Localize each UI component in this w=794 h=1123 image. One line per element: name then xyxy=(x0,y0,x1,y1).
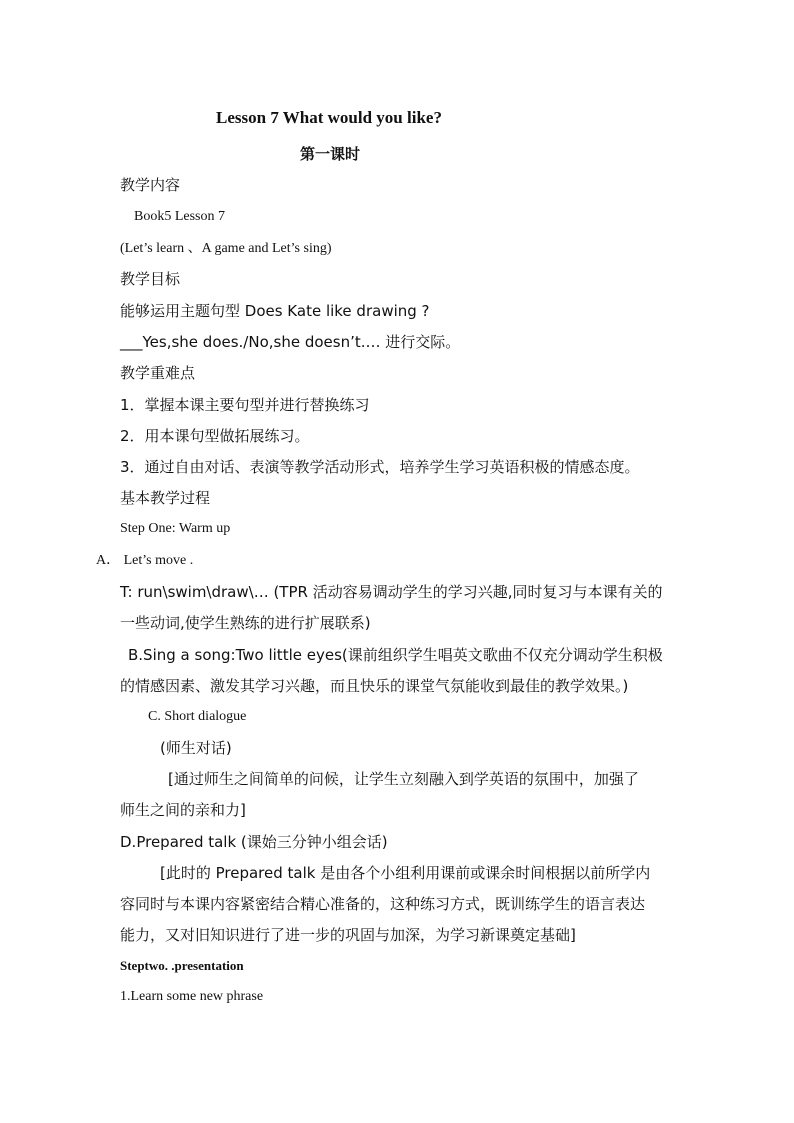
text-key-point-2: 2．用本课句型做拓展练习。 xyxy=(120,427,310,445)
text-dialogue-purpose-1: [通过师生之间简单的问候，让学生立刻融入到学英语的氛围中，加强了 xyxy=(168,770,639,788)
text-prepared-talk: D.Prepared talk (课始三分钟小组会话) xyxy=(120,833,388,851)
heading-teaching-goals: 教学目标 xyxy=(120,270,181,288)
text-goal-sentence: 能够运用主题句型 Does Kate like drawing ? xyxy=(120,302,430,320)
text-step-one: Step One: Warm up xyxy=(120,521,231,536)
text-prepared-talk-desc-2: 容同时与本课内容紧密结合精心准备的，这种练习方式，既训练学生的语言表达 xyxy=(120,895,646,913)
lesson-title: Lesson 7 What would you like? xyxy=(216,108,442,127)
text-prepared-talk-desc-1: [此时的 Prepared talk 是由各个小组利用课前或课余时间根据以前所学内 xyxy=(160,864,651,882)
lesson-subtitle: 第一课时 xyxy=(300,145,361,163)
text-learn-phrase: 1.Learn some new phrase xyxy=(120,989,264,1004)
text-dialogue-purpose-2: 师生之间的亲和力] xyxy=(120,801,246,819)
text-sing-line-2: 的情感因素、激发其学习兴趣，而且快乐的课堂气氛能收到最佳的教学效果。) xyxy=(120,677,629,695)
text-step-a: A． Let’s move . xyxy=(96,553,194,568)
text-book-lesson: Book5 Lesson 7 xyxy=(134,209,225,224)
heading-step-two: Steptwo. .presentation xyxy=(120,958,244,973)
text-goal-answer: ___Yes,she does./No,she doesn’t.… 进行交际。 xyxy=(120,333,461,351)
heading-teaching-process: 基本教学过程 xyxy=(120,489,211,507)
text-lesson-parts: (Let’s learn 、A game and Let’s sing) xyxy=(120,241,332,256)
text-teacher-student-dialogue: (师生对话) xyxy=(160,739,232,757)
heading-teaching-content: 教学内容 xyxy=(120,176,181,194)
text-key-point-1: 1．掌握本课主要句型并进行替换练习 xyxy=(120,396,370,414)
text-tpr-line-1: T: run\swim\draw\… (TPR 活动容易调动学生的学习兴趣,同时复习与本课有关的 xyxy=(120,583,663,601)
text-key-point-3: 3．通过自由对话、表演等教学活动形式，培养学生学习英语积极的情感态度。 xyxy=(120,458,640,476)
heading-key-points: 教学重难点 xyxy=(120,364,196,382)
text-short-dialogue: C. Short dialogue xyxy=(148,709,247,724)
text-tpr-line-2: 一些动词,使学生熟练的进行扩展联系) xyxy=(120,614,371,632)
text-prepared-talk-desc-3: 能力，又对旧知识进行了进一步的巩固与加深，为学习新课奠定基础] xyxy=(120,926,576,944)
text-sing-line-1: B.Sing a song:Two little eyes(课前组织学生唱英文歌曲不仅充分调动学生积极 xyxy=(128,646,663,664)
